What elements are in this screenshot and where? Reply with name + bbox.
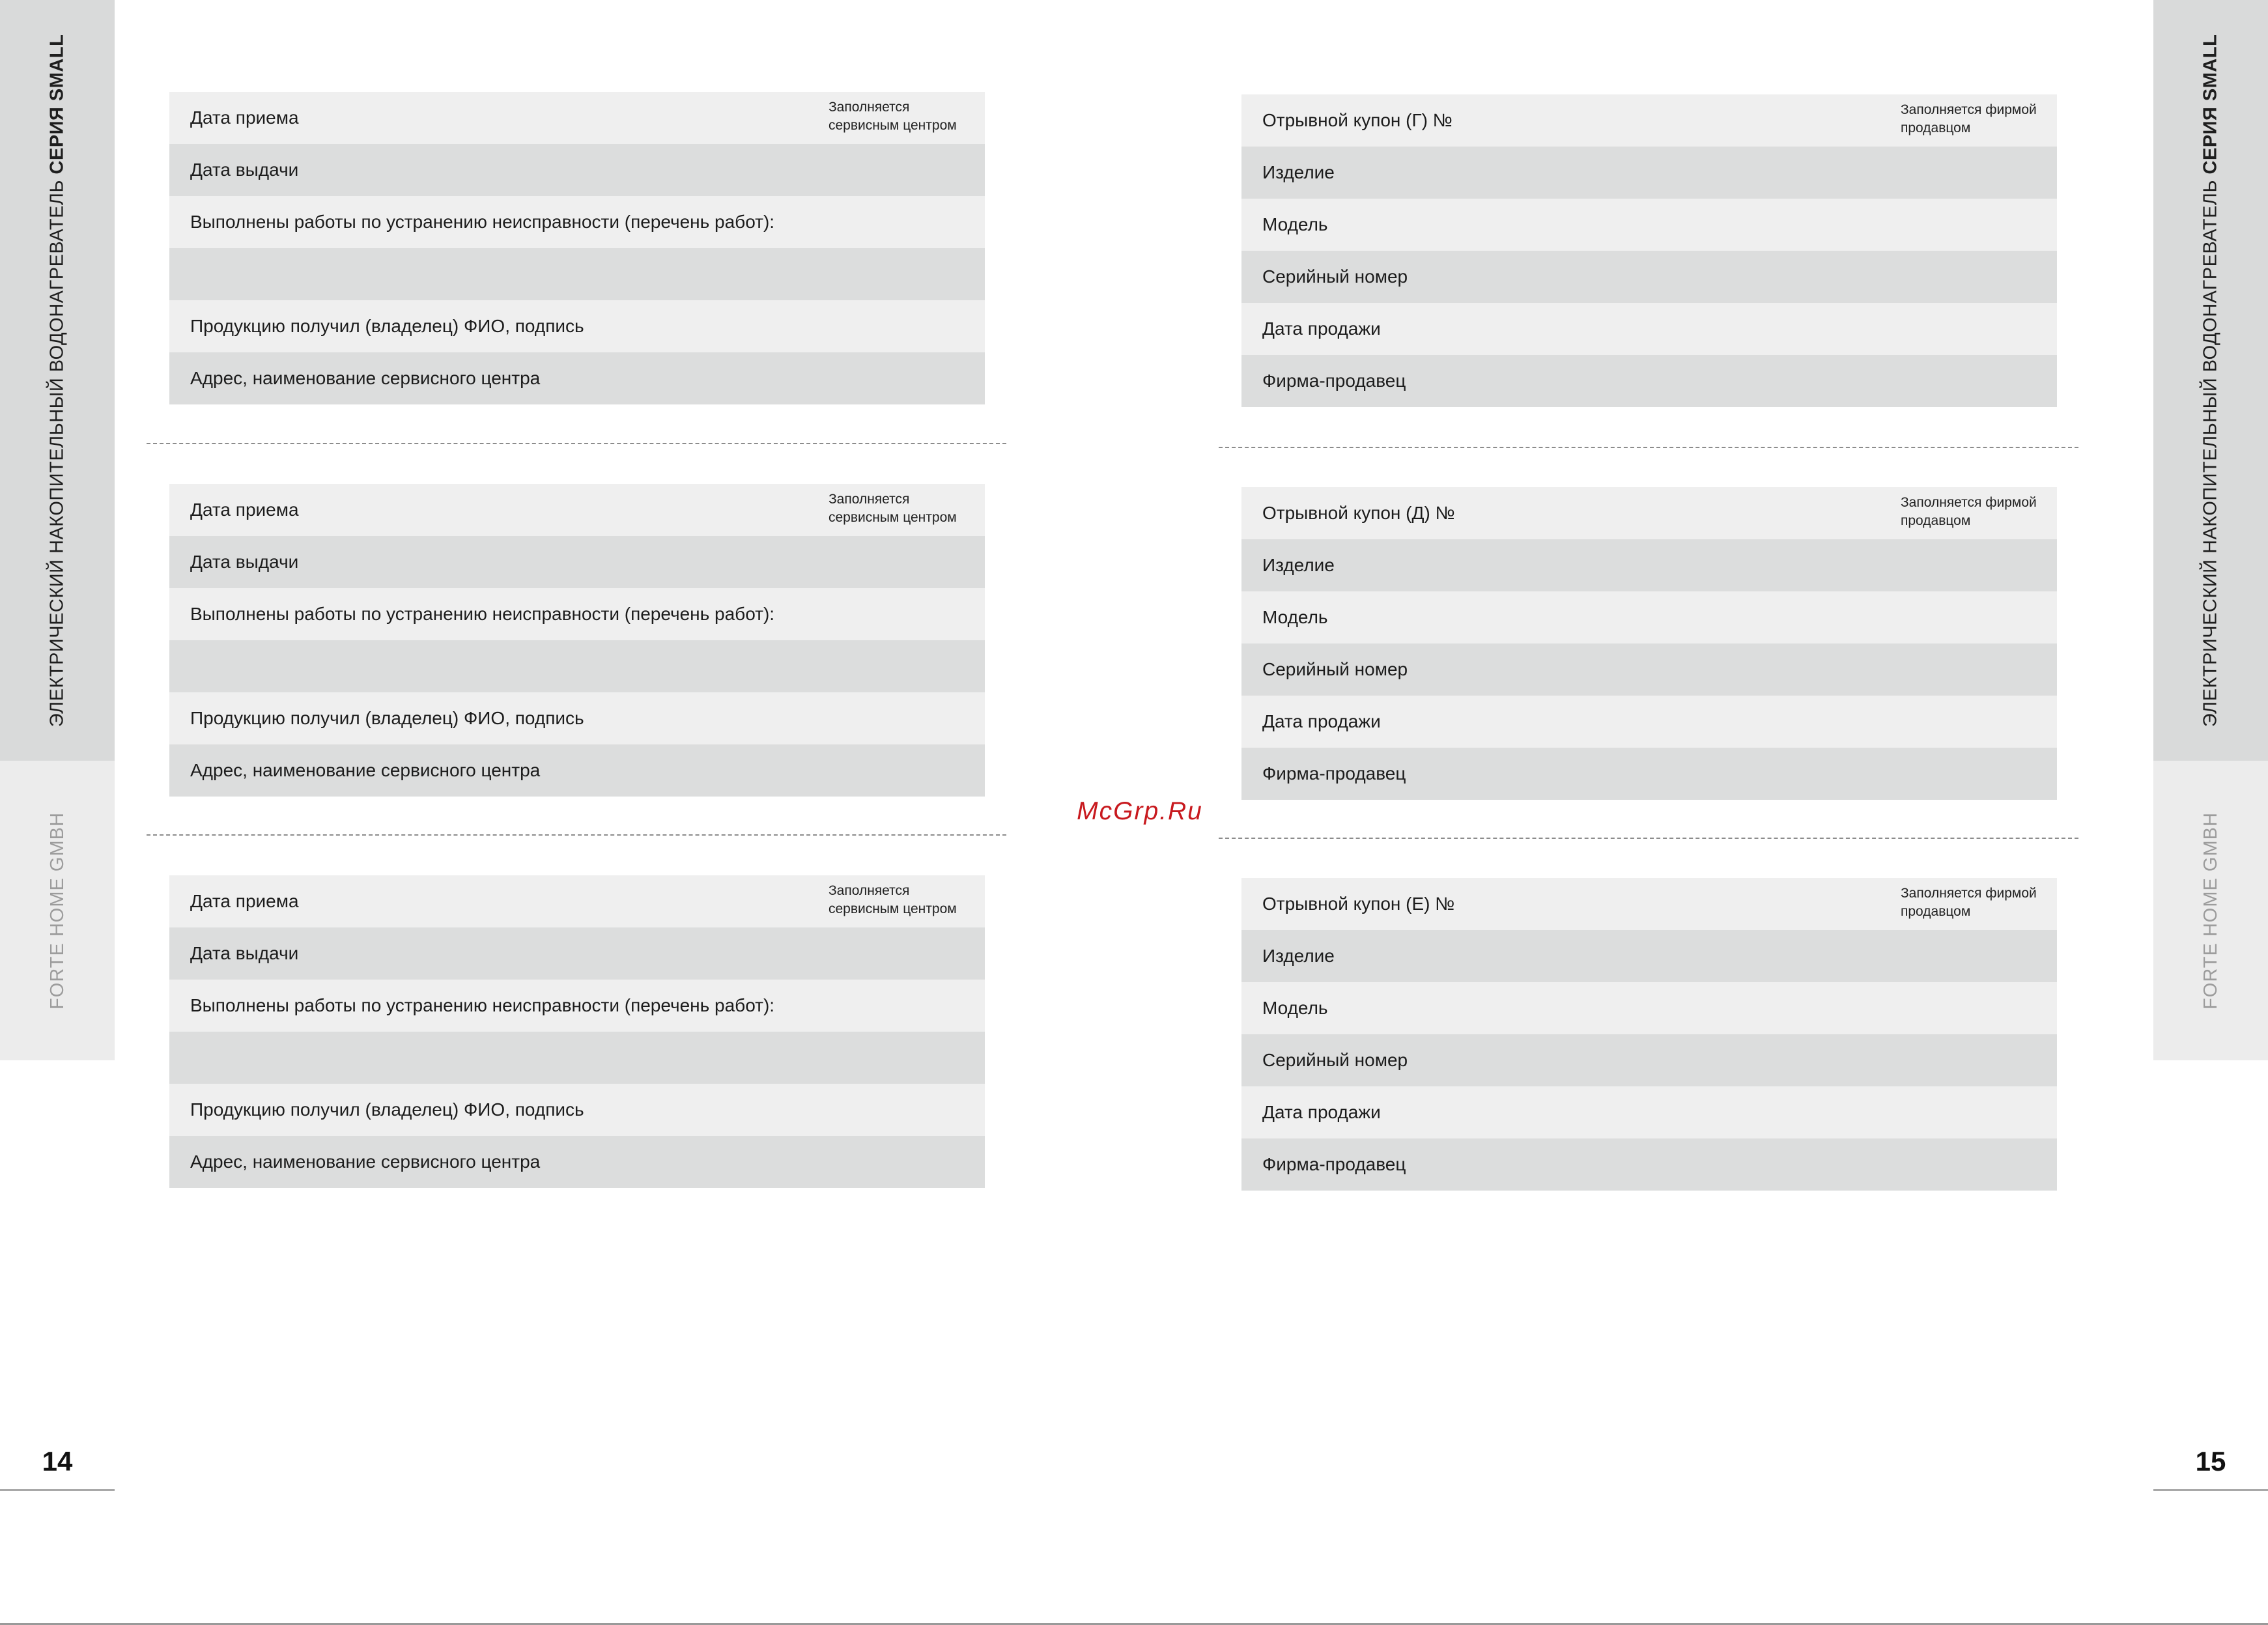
- works-done-row[interactable]: Выполнены работы по устранению неисправности (перечень работ):: [169, 980, 985, 1032]
- issued-date-row[interactable]: Дата выдачи: [169, 927, 985, 980]
- product-row[interactable]: Изделие: [1241, 930, 2057, 982]
- received-date-row[interactable]: Дата приема Заполняется сервисным центром: [169, 875, 985, 927]
- works-blank-row[interactable]: [169, 1032, 985, 1084]
- sale-date-row[interactable]: Дата продажи: [1241, 303, 2057, 355]
- service-form-3: [169, 875, 985, 1188]
- seller-row[interactable]: Фирма-продавец: [1241, 1138, 2057, 1191]
- watermark: McGrp.Ru: [1077, 797, 1203, 825]
- seller-note: Заполняется фирмой продавцом: [1901, 102, 2037, 135]
- service-note: Заполняется сервисным центром: [829, 492, 957, 525]
- serial-row[interactable]: Серийный номер: [1241, 643, 2057, 696]
- center-address-row[interactable]: Адрес, наименование сервисного центра: [169, 744, 985, 797]
- product-row[interactable]: Изделие: [1241, 539, 2057, 591]
- cut-line: [147, 443, 1006, 444]
- coupon-e: [1241, 878, 2057, 1191]
- works-done-row[interactable]: Выполнены работы по устранению неисправности (перечень работ):: [169, 588, 985, 640]
- model-row[interactable]: Модель: [1241, 199, 2057, 251]
- cut-line: [1219, 838, 2078, 839]
- cut-line: [147, 834, 1006, 836]
- model-row[interactable]: Модель: [1241, 591, 2057, 643]
- owner-received-row[interactable]: Продукцию получил (владелец) ФИО, подпись: [169, 692, 985, 744]
- issued-date-row[interactable]: Дата выдачи: [169, 536, 985, 588]
- page-number-left: 14: [42, 1446, 73, 1477]
- serial-row[interactable]: Серийный номер: [1241, 251, 2057, 303]
- spine-company: FORTE HOME GMBH: [46, 812, 68, 1010]
- service-form-2: [169, 484, 985, 797]
- right-spine: [2153, 0, 2268, 1060]
- received-date-row[interactable]: Дата приема Заполняется сервисным центром: [169, 92, 985, 144]
- coupon-g: [1241, 94, 2057, 407]
- page-number-right: 15: [2195, 1446, 2226, 1477]
- service-note: Заполняется сервисным центром: [829, 100, 957, 133]
- seller-note: Заполняется фирмой продавцом: [1901, 886, 2037, 919]
- page-number-rule: [0, 1489, 115, 1491]
- spine-company: FORTE HOME GMBH: [2200, 812, 2221, 1010]
- works-blank-row[interactable]: [169, 248, 985, 300]
- issued-date-row[interactable]: Дата выдачи: [169, 144, 985, 196]
- owner-received-row[interactable]: Продукцию получил (владелец) ФИО, подпись: [169, 300, 985, 352]
- sale-date-row[interactable]: Дата продажи: [1241, 696, 2057, 748]
- works-done-row[interactable]: Выполнены работы по устранению неисправности (перечень работ):: [169, 196, 985, 248]
- product-row[interactable]: Изделие: [1241, 147, 2057, 199]
- page-number-rule: [2153, 1489, 2268, 1491]
- owner-received-row[interactable]: Продукцию получил (владелец) ФИО, подпись: [169, 1084, 985, 1136]
- coupon-title-row[interactable]: Отрывной купон (Д) № Заполняется фирмой продавцом: [1241, 487, 2057, 539]
- received-date-row[interactable]: Дата приема Заполняется сервисным центром: [169, 484, 985, 536]
- cut-line: [1219, 447, 2078, 448]
- service-form-1: [169, 92, 985, 404]
- seller-note: Заполняется фирмой продавцом: [1901, 495, 2037, 528]
- model-row[interactable]: Модель: [1241, 982, 2057, 1034]
- service-note: Заполняется сервисным центром: [829, 883, 957, 916]
- center-address-row[interactable]: Адрес, наименование сервисного центра: [169, 1136, 985, 1188]
- sale-date-row[interactable]: Дата продажи: [1241, 1086, 2057, 1138]
- spine-title: ЭЛЕКТРИЧЕСКИЙ НАКОПИТЕЛЬНЫЙ ВОДОНАГРЕВАТЕЛЬ СЕРИЯ SMALL: [46, 34, 68, 727]
- left-spine: [0, 0, 115, 1060]
- spine-title: ЭЛЕКТРИЧЕСКИЙ НАКОПИТЕЛЬНЫЙ ВОДОНАГРЕВАТЕЛЬ СЕРИЯ SMALL: [2200, 34, 2221, 727]
- works-blank-row[interactable]: [169, 640, 985, 692]
- coupon-title-row[interactable]: Отрывной купон (Г) № Заполняется фирмой продавцом: [1241, 94, 2057, 147]
- serial-row[interactable]: Серийный номер: [1241, 1034, 2057, 1086]
- seller-row[interactable]: Фирма-продавец: [1241, 748, 2057, 800]
- coupon-d: [1241, 487, 2057, 800]
- seller-row[interactable]: Фирма-продавец: [1241, 355, 2057, 407]
- center-address-row[interactable]: Адрес, наименование сервисного центра: [169, 352, 985, 404]
- coupon-title-row[interactable]: Отрывной купон (Е) № Заполняется фирмой продавцом: [1241, 878, 2057, 930]
